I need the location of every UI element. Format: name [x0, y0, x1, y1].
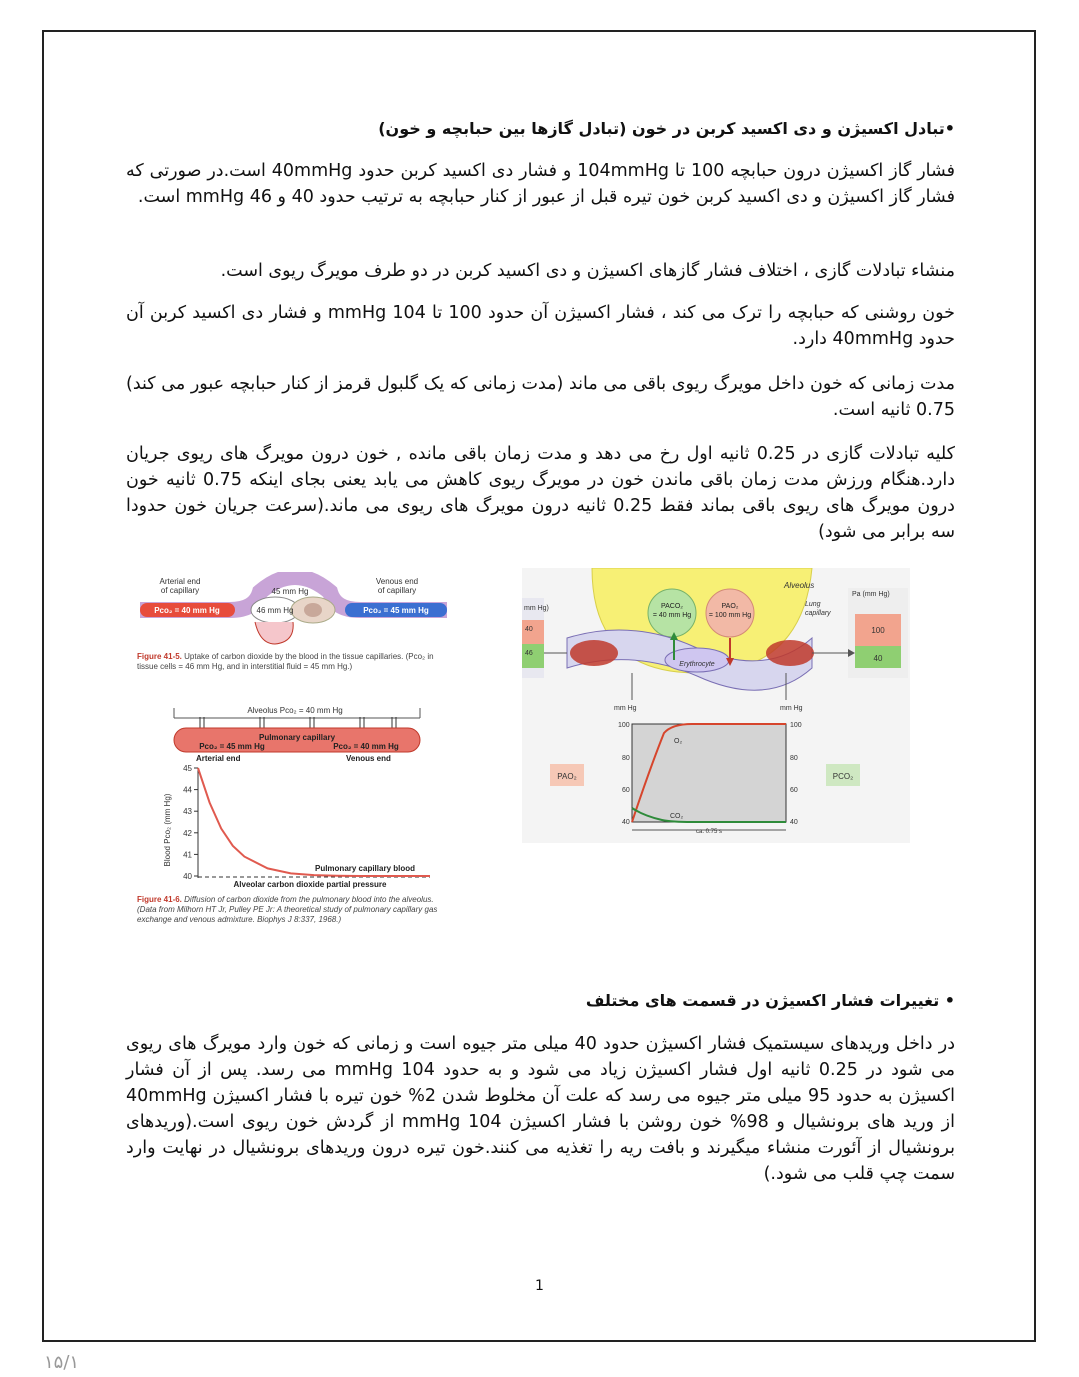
axis-unit-left: mm Hg: [614, 705, 637, 712]
y-tick-label: 43: [183, 807, 192, 817]
figure-41-5-caption-text: Uptake of carbon dioxide by the blood in the tissue capillaries. (Pco₂ in tissue cells = 46 mm Hg, and in interstitial fluid = 45 mm Hg.): [137, 652, 434, 671]
y-tick-label: 41: [183, 850, 192, 860]
curve-label: Pulmonary capillary blood: [314, 864, 416, 873]
erythrocyte-label: Erythrocyte: [679, 661, 715, 668]
alveolus-exchange-figure: [522, 568, 910, 843]
cell-pressure-label: 46 mm Hg: [256, 606, 294, 615]
paragraph-5: کلیه تبادلات گازی در 0.25 ثانیه اول رخ می دهد و مدت زمان باقی مانده , خون درون مویرگ های ریوی جریان دارد.هنگام ورزش مدت زمان باقی ماندن خون در مویرگ ریوی کاهش می یابد یعنی بجای اینکه 0.75 ثانیه خون درون مویرگ های ریوی باقی بماند فقط 0.25 ثانیه درون مویرگ های ریوی می ماند.(سرعت جریان خون حدودا سه برابر می شود): [126, 444, 956, 542]
co2-label: CO₂: [670, 813, 684, 820]
tick-left-60: 60: [622, 787, 630, 794]
left-pill-label: Pco₂ = 40 mm Hg: [154, 606, 220, 615]
paco2-bubble-value: = 40 mm Hg: [652, 612, 692, 619]
figure-41-6: [160, 700, 450, 895]
figure-41-6-caption: [137, 895, 449, 925]
lung-capillary-label: Lung: [805, 601, 821, 608]
y-axis-label: Blood Pco₂ (mm Hg): [163, 793, 172, 867]
paragraph-4: مدت زمانی که خون داخل مویرگ ریوی باقی می ماند (مدت زمانی که یک گلبول قرمز از کنار حبابچه عبور می کند) 0.75 ثانیه است.: [126, 374, 955, 420]
figure-41-6-caption-text: Diffusion of carbon dioxide from the pulmonary blood into the alveolus. (Data from Milhorn HT Jr, Pulley PE Jr: A theoretical study of pulmonary capillary gas exchange and venous admixture. Biophys J 8:337, 1968.): [137, 895, 438, 924]
paragraph-1: فشار گاز اکسیژن درون حبابچه 100 تا 104mmHg و فشار دی اکسید کربن حدود 40mmHg است.در صورتی که فشار گاز اکسیژن و دی اکسید کربن خون تیره قبل از عبور از کنار حبابچه به ترتیب حدود 40 و 46 mmHg است.: [126, 161, 955, 207]
figure-41-6-caption-title: Figure 41-6.: [137, 895, 182, 904]
section-2-paragraph: در داخل وریدهای سیستمیک فشار اکسیژن حدود 40 میلی متر جیوه است و زمانی که خون وارد مویرگ های ریوی می شود در 0.25 ثانیه اول فشار اکسیژن زیاد می شود و به حدود 104 mmHg می رسد. پس از آن فشار اکسیژن به حدود 95 میلی متر جیوه می رسد که علت آن مخلوط شدن 2% خون تیره با فشار اکسیژن 40mmHg از ورید های برونشیال و 98% خون روشن با فشار اکسیژن 104 mmHg از گردش خون ریوی است.(وریدهای برونشیال از آئورت منشاء میگیرند و بافت ریه را تغذیه می کنند.خون تیره درون وریدهای برونشیال در نهایت وارد سمت چپ قلب می شود.): [126, 1034, 955, 1184]
tick-right-80: 80: [790, 755, 798, 762]
footer-page-mark: ۱۵/۱: [44, 1352, 80, 1373]
tick-right-100: 100: [790, 722, 802, 729]
baseline-label: Alveolar carbon dioxide partial pressure: [233, 880, 387, 889]
right-value-2: 40: [873, 654, 883, 663]
paragraph-2: منشاء تبادلات گازی ، اختلاف فشار گازهای اکسیژن و دی اکسید کربن در دو طرف مویرگ ریوی است.: [220, 261, 955, 281]
erythrocyte-left-shape: [570, 640, 618, 666]
y-tick-label: 45: [183, 764, 192, 773]
pao2-bubble-label: PAO₂: [721, 603, 739, 610]
y-tick-label: 42: [183, 828, 192, 838]
o2-label: O₂: [674, 738, 683, 745]
left-value-2: 46: [525, 650, 533, 657]
venous-end-label: Venous end: [375, 577, 419, 586]
pulmonary-capillary-curve: [198, 768, 430, 876]
paragraph-3: خون روشنی که حبابچه را ترک می کند ، فشار اکسیژن آن حدود 100 تا 104 mmHg و فشار دی اکسید کربن آن حدود 40mmHg دارد.: [126, 303, 956, 349]
figure-41-5-caption: [137, 652, 449, 672]
tick-left-80: 80: [622, 755, 630, 762]
tick-right-60: 60: [790, 787, 798, 794]
alveolus-label: Alveolus Pco₂ = 40 mm Hg: [247, 706, 343, 715]
arterial-end-label-416: Arterial end: [196, 754, 241, 763]
figure-41-5-caption-title: Figure 41-5.: [137, 652, 182, 661]
venous-end-label-416: Venous end: [346, 754, 391, 763]
alveolus-title: Alveolus: [784, 581, 815, 590]
left-value-1: 40: [525, 626, 533, 633]
right-pco2-label: Pco₂ = 40 mm Hg: [333, 742, 399, 751]
section-1-heading: •تبادل اکسیژن و دی اکسید کربن در خون (تبادل گازها بین حبابچه و خون): [378, 119, 955, 138]
left-unit-label: mm Hg): [524, 605, 549, 612]
section-2-heading: • تغییرات فشار اکسیژن در قسمت های مختلف: [585, 991, 955, 1010]
venous-end-label-2: of capillary: [377, 586, 417, 595]
capillary-label: Pulmonary capillary: [258, 733, 336, 742]
paco2-bubble-label: PACO₂: [660, 603, 684, 610]
top-pressure-label: 45 mm Hg: [271, 587, 309, 596]
pao2-box-label: PAO₂: [557, 772, 577, 781]
tick-left-40: 40: [622, 819, 630, 826]
y-tick-label: 40: [183, 872, 192, 881]
figure-41-6-chart: [160, 700, 450, 895]
y-tick-label: 44: [183, 785, 192, 795]
page-number: 1: [535, 1278, 544, 1294]
right-value-1: 100: [871, 626, 885, 635]
arterial-end-label: Arterial end: [159, 577, 201, 586]
axis-unit-right: mm Hg: [780, 705, 803, 712]
left-pco2-label: Pco₂ = 45 mm Hg: [199, 742, 265, 751]
pco2-box-label: PCO₂: [832, 772, 854, 781]
arterial-end-label-2: of capillary: [160, 586, 200, 595]
tick-left-100: 100: [618, 722, 630, 729]
erythrocyte-right-shape: [766, 640, 814, 666]
time-chart-frame: [632, 724, 786, 822]
lung-capillary-label-2: capillary: [805, 610, 831, 617]
right-pill-label: Pco₂ = 45 mm Hg: [363, 606, 429, 615]
alveolus-exchange-diagram: [522, 568, 910, 843]
time-label: ca. 0.75 s: [695, 829, 723, 835]
pao2-bubble-value: = 100 mm Hg: [708, 612, 752, 619]
right-unit-label: Pa (mm Hg): [852, 591, 890, 598]
tick-right-40: 40: [790, 819, 798, 826]
